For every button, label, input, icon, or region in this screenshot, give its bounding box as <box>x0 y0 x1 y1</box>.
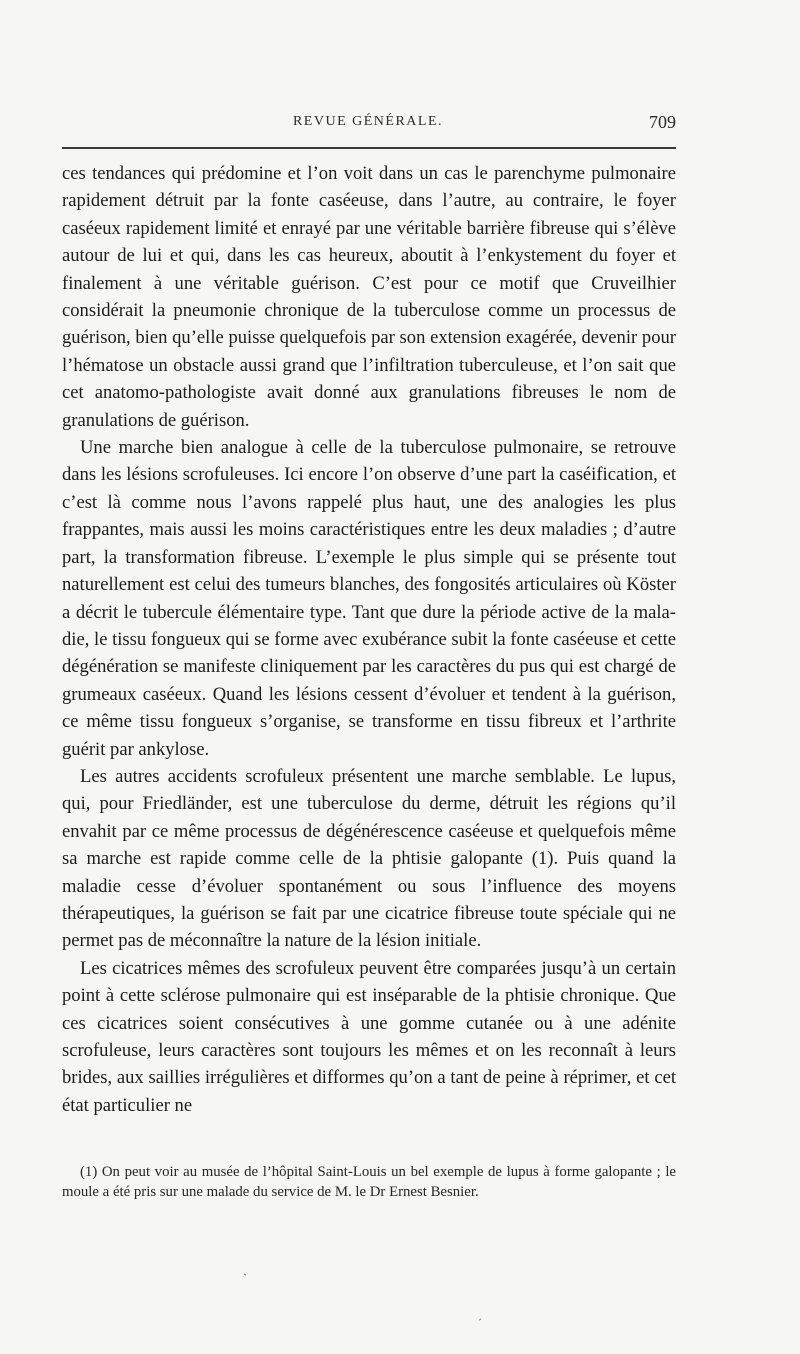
running-title: REVUE GÉNÉRALE. <box>292 114 444 129</box>
ink-speck: ˊ <box>478 1316 482 1330</box>
running-header <box>60 112 676 138</box>
paragraph-4: Les cicatrices mêmes des scrofuleux peuvent être comparées jusqu’à un certain point à cette sclérose pulmonaire qui est inséparable de la phtisie chronique. Que ces cicatrices soient consécutives à une gomme cutanée ou à une adénite scrofuleuse, leurs caractères sont toujours les mêmes et on les reconnaît à leurs brides, aux saillies irrégulières et difformes qu’on a tant de peine à réprimer, et cet état particulier ne <box>62 957 676 1116</box>
paragraph-3: Les autres accidents scrofuleux présentent une marche semblable. Le lupus, qui, pour Friedländer, est une tuberculose du derme, détruit les régions qu’il envahit par ce même processus de dégénérescence caséeuse et quelquefois même sa marche est rapide comme celle de la phtisie galopante (1). Puis quand la maladie cesse d’évoluer spontanément ou sous l’influence des moyens thérapeutiques, la guérison se fait par une cicatrice fibreuse toute spéciale qui ne permet pas de méconnaître la nature de la lésion initiale. <box>62 765 676 952</box>
paragraph-2: Une marche bien analogue à celle de la tuberculose pulmonaire, se retrouve dans les lésions scrofuleuses. Ici encore l’on observe d’une part la caséification, et c’est là comme nous l’avons rappelé plus haut, une des analogies les plus frappantes, mais aussi les moins caractéristiques entre les deux maladies ; d’autre part, la transformation fibreuse. L’exemple le plus simple qui se présente tout naturellement est celui des tumeurs blanches, des fongosités articulaires où Köster a décrit le tubercule élémentaire type. Tant que dure la période active de la maladie, le tissu fongueux qui se forme avec exubérance subit la fonte caséeuse et cette dégénération se manifeste cliniquement par les caractères du pus qui est chargé de grumeaux caséeux. Quand les lésions cessent d’évoluer et tendent à la guérison, ce même tissu fongueux s’organise, se transforme en tissu fibreux et l’arthrite guérit par ankylose. <box>62 437 676 760</box>
header-rule <box>62 147 676 149</box>
footnote: (1) On peut voir au musée de l’hôpital Saint-Louis un bel exemple de lupus à forme galopante ; le moule a été pris sur une malade du service de M. le Dr Ernest Besnier. <box>62 1164 676 1200</box>
body-text <box>62 160 676 1119</box>
paragraph-1: ces tendances qui prédomine et l’on voit dans un cas le parenchyme pulmonaire rapidement détruit par la fonte caséeuse, dans l’autre, au contraire, le foyer caséeux rapidement limité et enrayé par une véritable barrière fibreuse qui s’élève autour de lui et qui, dans les cas heureux, aboutit à l’enkystement du foyer et finalement à une véritable guérison. C’est pour ce motif que Cruveilhier considérait la pneumonie chronique de la tuberculose comme un processus de guérison, bien qu’elle puisse quelquefois par son extension exagérée, devenir pour l’hématose un obstacle aussi grand que l’infiltration tuberculeuse, et l’on sait que cet anatomo-pathologiste avait donné aux granulations fibreuses le nom de granulations de guérison. <box>62 163 676 431</box>
page-number: 709 <box>649 112 676 132</box>
ink-speck: ˏ <box>243 1262 247 1276</box>
